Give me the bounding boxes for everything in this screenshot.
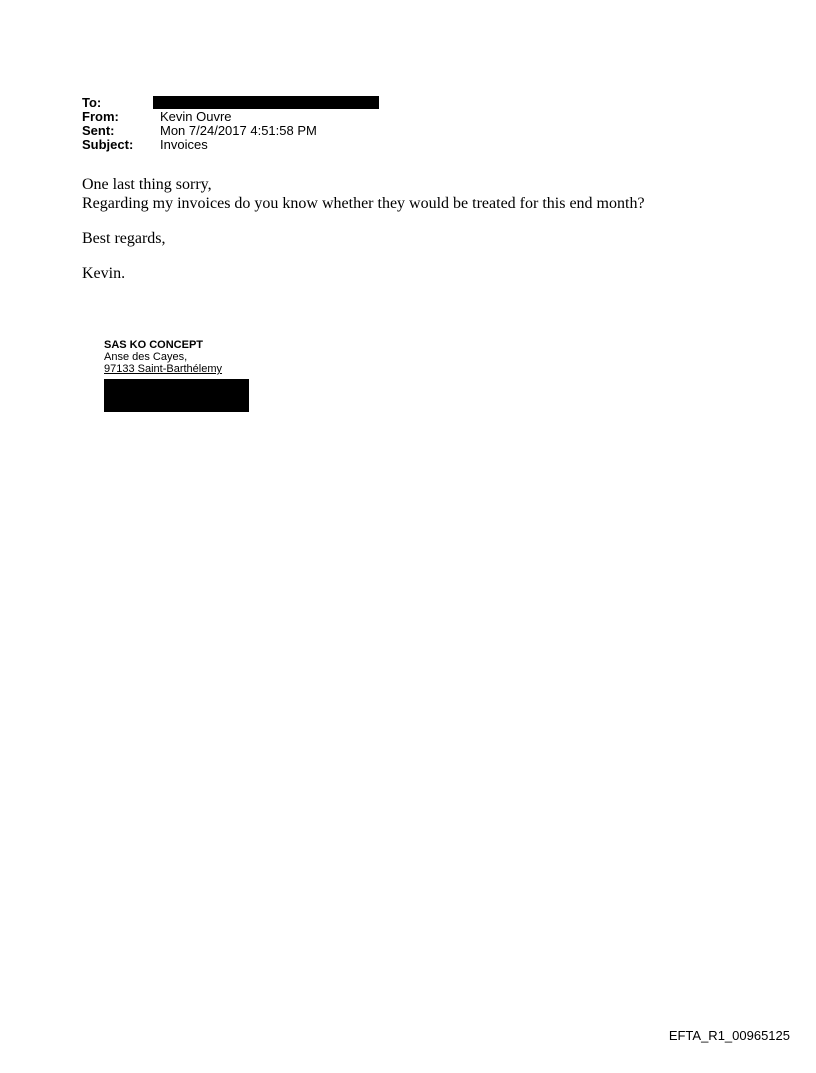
from-value: Kevin Ouvre — [160, 109, 232, 124]
signature-address-line-1: Anse des Cayes, — [104, 351, 188, 363]
to-recipient-redaction — [153, 96, 379, 109]
body-line-2: Regarding my invoices do you know whether they would be treated for this end month? — [82, 195, 645, 212]
email-body — [82, 175, 782, 283]
signature-company: SAS KO CONCEPT — [104, 339, 204, 351]
subject-label: Subject: — [82, 137, 134, 152]
sent-label: Sent: — [82, 123, 115, 138]
body-closing: Best regards, — [82, 230, 166, 247]
sent-value: Mon 7/24/2017 4:51:58 PM — [160, 123, 317, 138]
signature-redaction — [104, 379, 249, 412]
sent-row — [82, 124, 317, 138]
subject-row — [82, 138, 317, 152]
document-id: EFTA_R1_00965125 — [668, 1028, 790, 1043]
email-signature — [104, 339, 222, 375]
from-label: From: — [82, 109, 119, 124]
subject-value: Invoices — [160, 137, 208, 152]
body-sender-name: Kevin. — [82, 265, 126, 282]
body-line-1: One last thing sorry, — [82, 176, 212, 193]
signature-address-line-2: 97133 Saint-Barthélemy — [104, 363, 223, 375]
paragraph-gap — [82, 213, 782, 229]
to-label: To: — [82, 95, 102, 110]
paragraph-gap — [82, 248, 782, 264]
from-row — [82, 110, 317, 124]
